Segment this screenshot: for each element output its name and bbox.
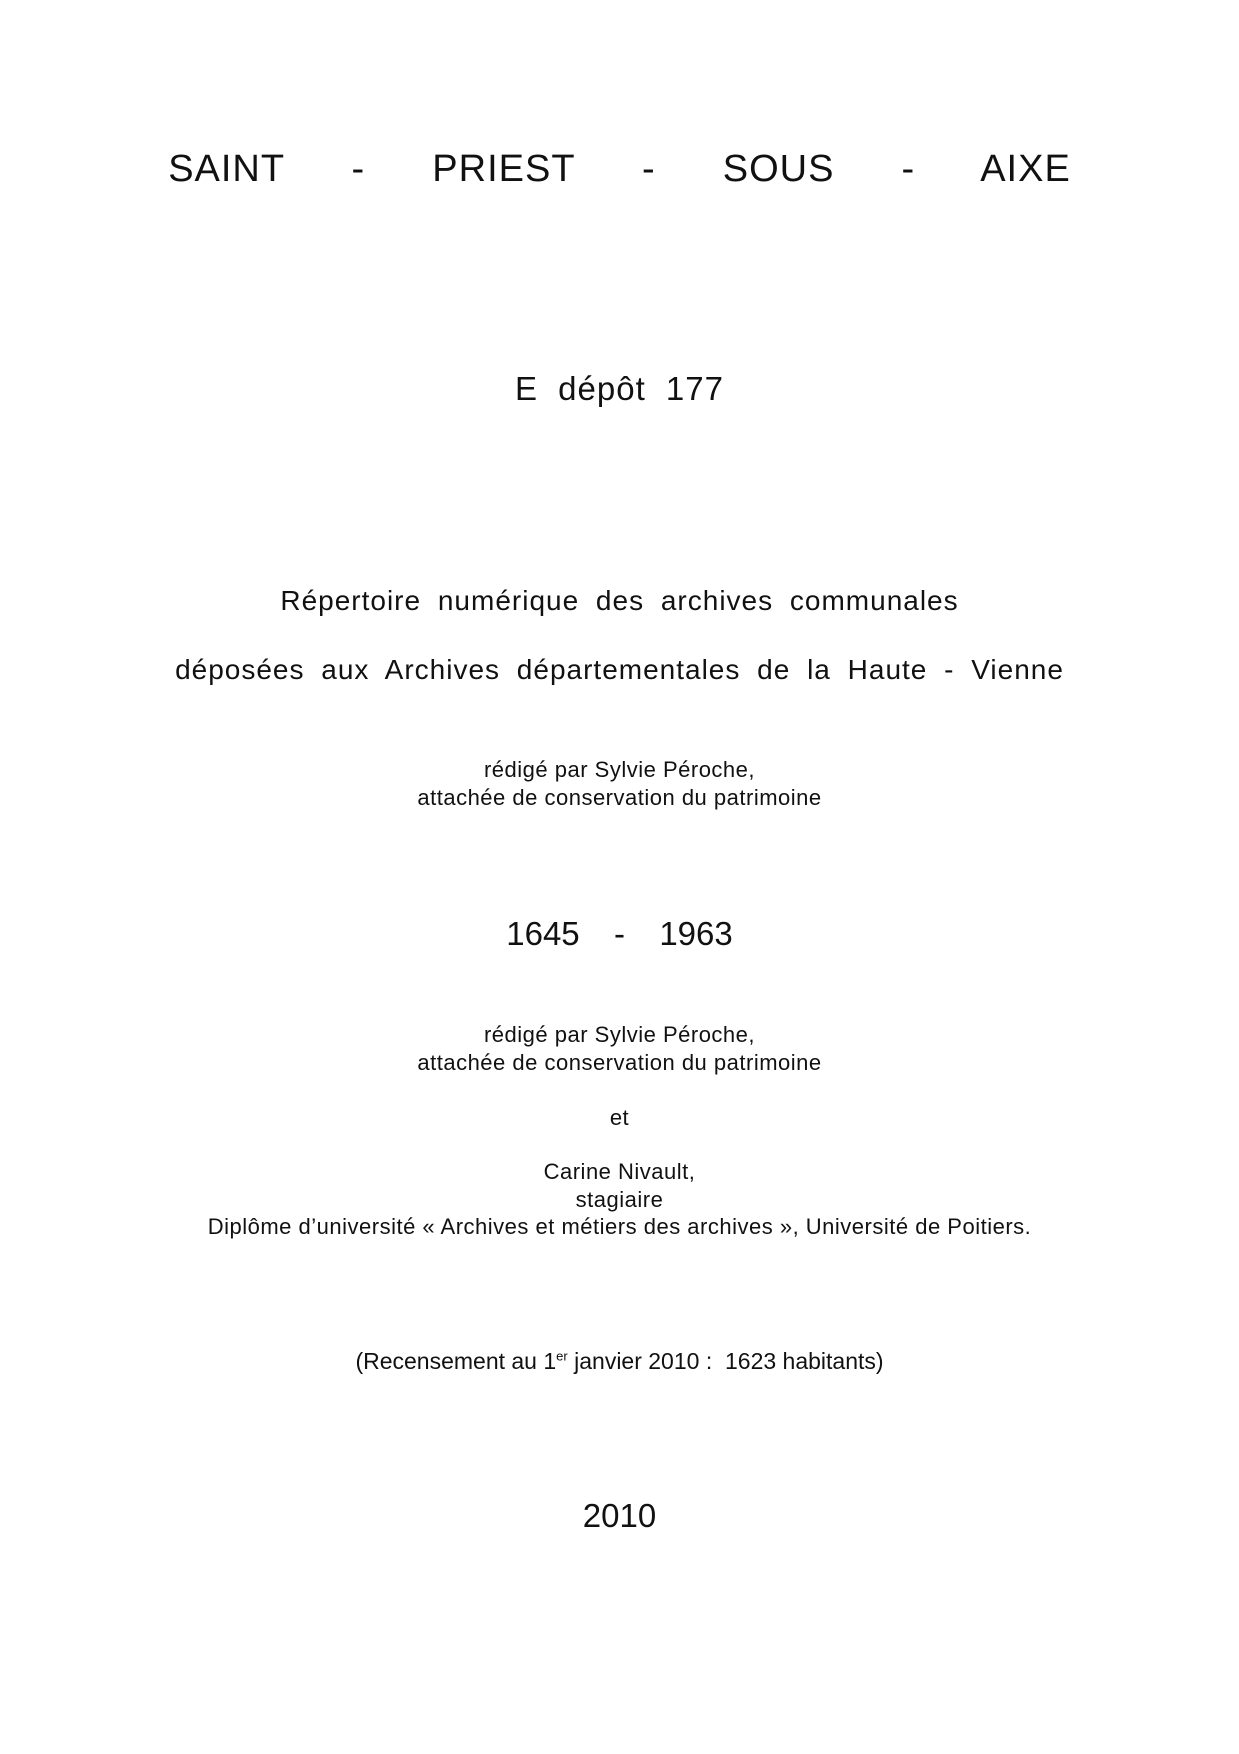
subtitle-line-1: Répertoire numérique des archives communales [280, 585, 959, 616]
subtitle-line-2: déposées aux Archives départementales de la Haute - Vienne [175, 654, 1064, 685]
author-3-diploma: Diplôme d’université « Archives et métiers des archives », Université de Poitiers. [207, 1214, 1032, 1239]
census-superscript: er [556, 1348, 568, 1364]
publication-year: 2010 [582, 1497, 657, 1534]
author-2-role: attachée de conservation du patrimoine [417, 1050, 822, 1075]
author-2-name: rédigé par Sylvie Péroche, [483, 1022, 756, 1047]
author-1-name: rédigé par Sylvie Péroche, [483, 757, 756, 782]
author-3-name: Carine Nivault, [543, 1159, 696, 1184]
date-range: 1645 - 1963 [506, 915, 733, 952]
commune-title: SAINT - PRIEST - SOUS - AIXE [168, 148, 1071, 190]
census-suffix: janvier 2010 : 1623 habitants) [567, 1348, 884, 1374]
author-1-role: attachée de conservation du patrimoine [417, 785, 822, 810]
census-prefix: (Recensement au 1 [355, 1348, 557, 1374]
archive-reference: E dépôt 177 [515, 370, 724, 407]
census-note [0, 1348, 1239, 1374]
author-conjunction: et [609, 1105, 630, 1130]
author-3-role: stagiaire [575, 1187, 664, 1212]
